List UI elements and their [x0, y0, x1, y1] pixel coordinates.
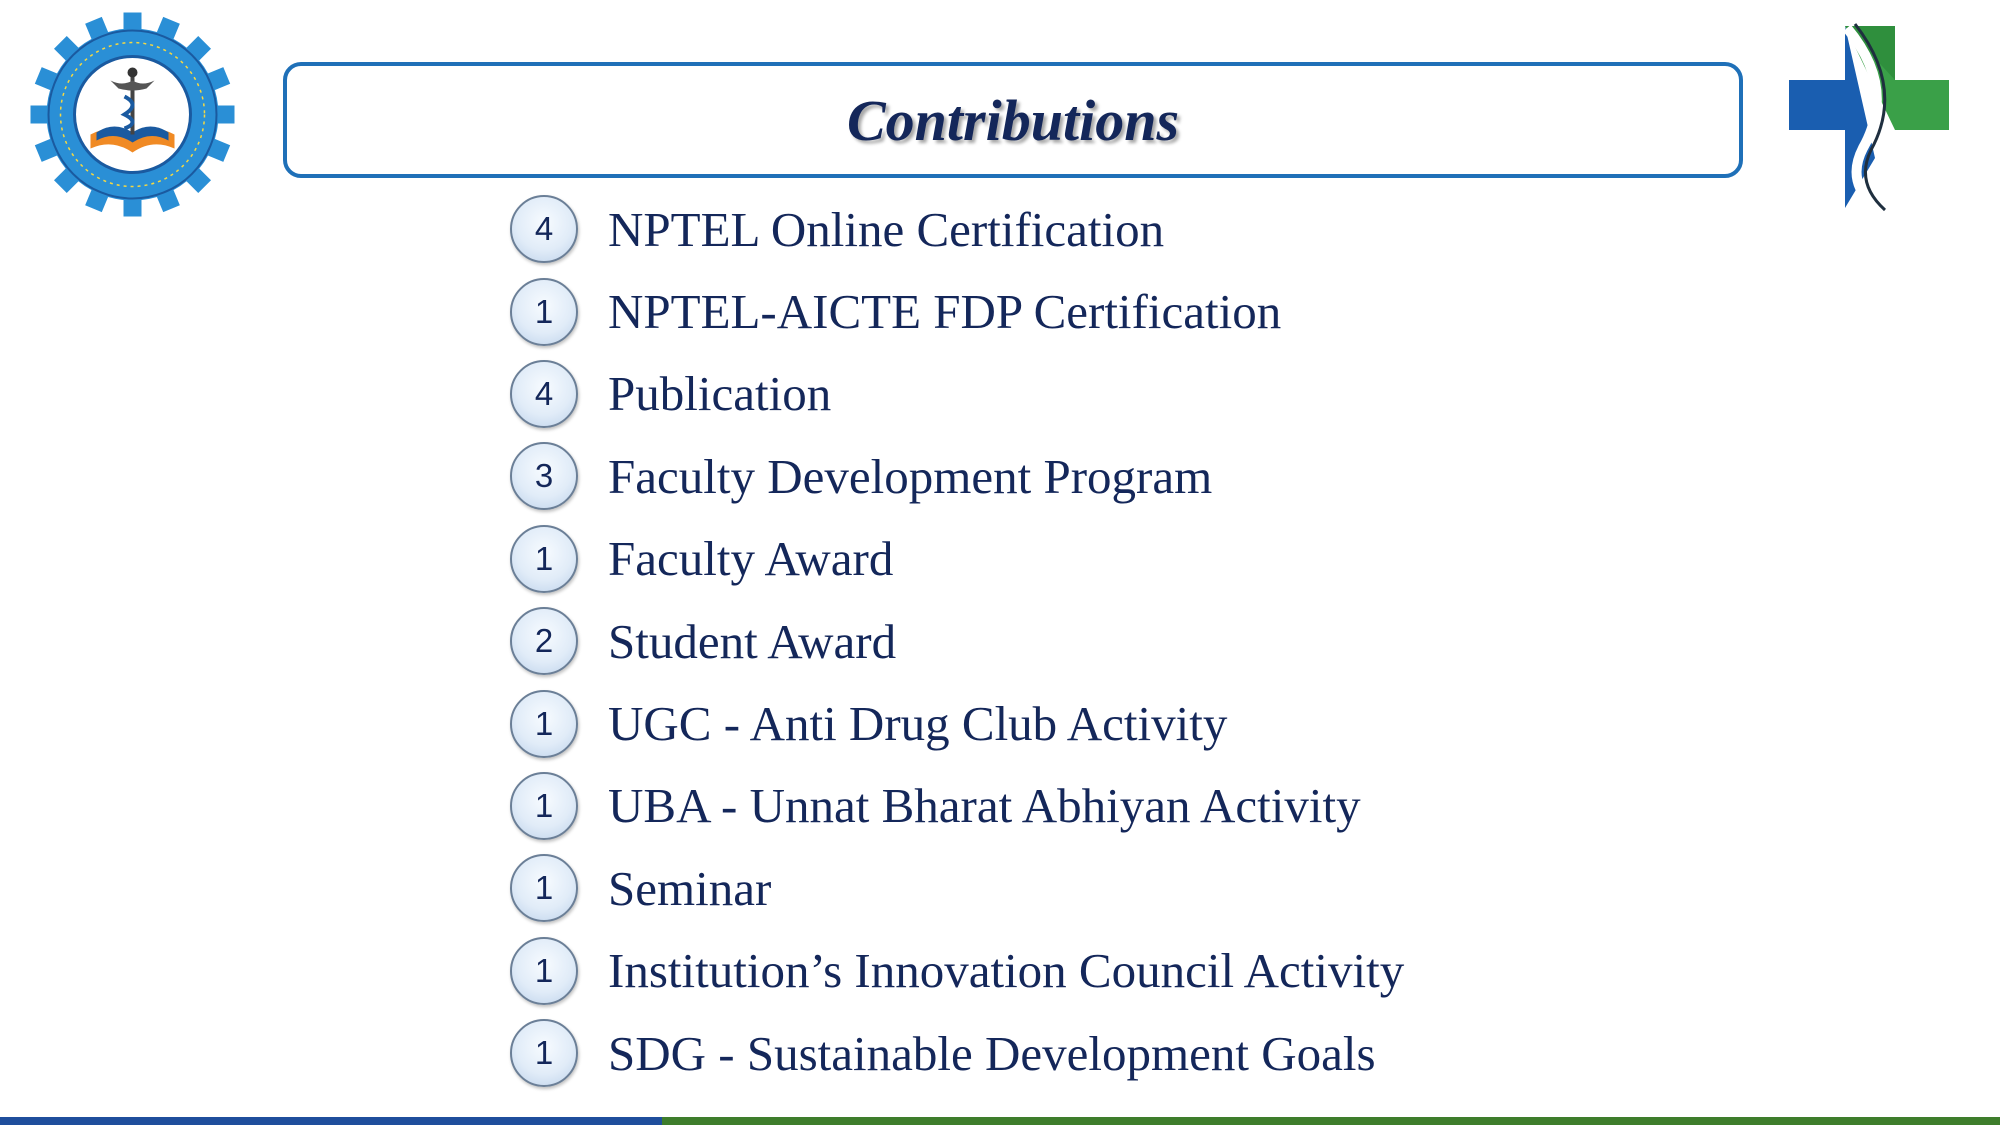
medical-cross-icon [1785, 18, 1955, 218]
list-item [510, 765, 1610, 847]
count-badge: 3 [510, 442, 578, 510]
list-item [510, 188, 1610, 270]
count-badge: 4 [510, 195, 578, 263]
contributions-list [510, 188, 1610, 1094]
list-item [510, 682, 1610, 764]
count-badge: 1 [510, 937, 578, 1005]
list-item [510, 270, 1610, 352]
list-item [510, 847, 1610, 929]
page-title: Contributions [846, 87, 1180, 153]
list-item [510, 930, 1610, 1012]
institute-seal-icon [30, 12, 235, 217]
list-item [510, 1012, 1610, 1094]
list-item [510, 518, 1610, 600]
count-badge: 1 [510, 772, 578, 840]
item-label: SDG - Sustainable Development Goals [608, 1025, 1376, 1081]
list-item [510, 600, 1610, 682]
count-badge: 1 [510, 525, 578, 593]
item-label: UBA - Unnat Bharat Abhiyan Activity [608, 778, 1361, 834]
item-label: Seminar [608, 860, 772, 916]
list-item [510, 435, 1610, 517]
footer-bar-blue [0, 1117, 662, 1125]
item-label: Publication [608, 366, 832, 422]
item-label: Faculty Award [608, 531, 894, 587]
item-label: Institution’s Innovation Council Activity [608, 943, 1405, 999]
count-badge: 1 [510, 1019, 578, 1087]
medical-logo [1785, 18, 1955, 218]
count-badge: 2 [510, 607, 578, 675]
title-box [283, 62, 1743, 178]
item-label: NPTEL Online Certification [608, 201, 1165, 257]
institute-logo [30, 12, 235, 217]
list-item [510, 353, 1610, 435]
item-label: Faculty Development Program [608, 448, 1213, 504]
count-badge: 1 [510, 854, 578, 922]
item-label: Student Award [608, 613, 897, 669]
count-badge: 1 [510, 690, 578, 758]
count-badge: 4 [510, 360, 578, 428]
count-badge: 1 [510, 278, 578, 346]
item-label: UGC - Anti Drug Club Activity [608, 696, 1228, 752]
footer-bar-green [662, 1117, 2000, 1125]
item-label: NPTEL-AICTE FDP Certification [608, 284, 1282, 340]
